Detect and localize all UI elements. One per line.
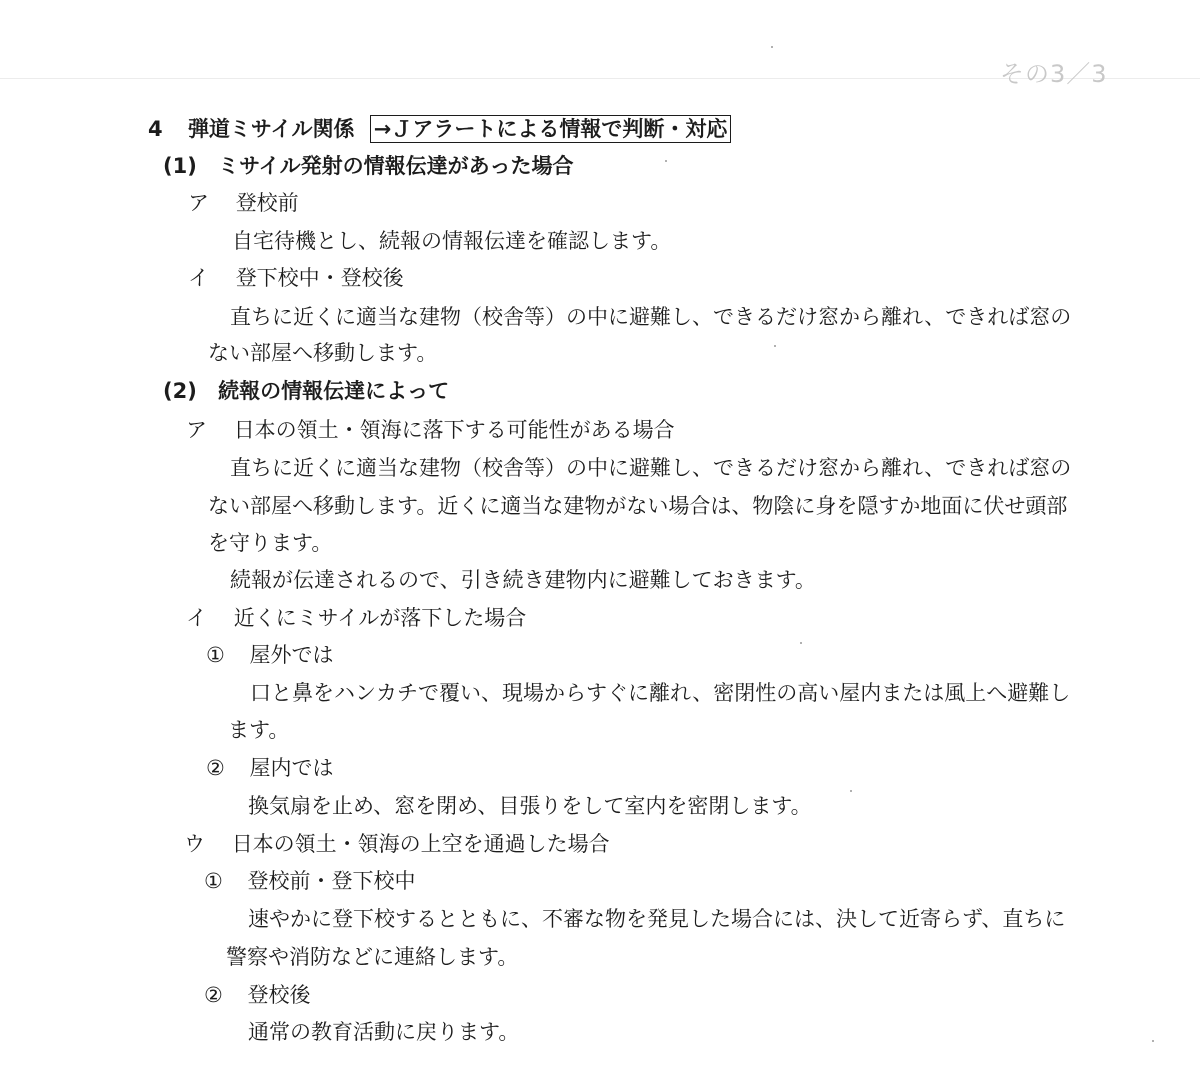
subsection-heading-1 xyxy=(163,151,573,181)
scan-speck xyxy=(1152,1040,1154,1042)
scan-speck xyxy=(665,160,667,162)
item-title: 登校前 xyxy=(235,191,299,215)
paragraph-line: ない部屋へ移動します。近くに適当な建物がない場合は、物陰に身を隠すか地面に伏せ頭部 xyxy=(208,494,1068,518)
item-heading xyxy=(188,263,404,293)
item-label: ア xyxy=(186,418,207,442)
paragraph-line: 続報が伝達されるので、引き続き建物内に避難しておきます。 xyxy=(230,568,816,592)
subitem-label: ② xyxy=(206,756,225,780)
subsection-heading-2 xyxy=(163,376,449,406)
paragraph-line: 口と鼻をハンカチで覆い、現場からすぐに離れ、密閉性の高い屋内または風上へ避難し xyxy=(250,681,1071,705)
subsection-title: ミサイル発射の情報伝達があった場合 xyxy=(218,154,574,178)
item-title: 登下校中・登校後 xyxy=(235,266,404,290)
subitem-label: ① xyxy=(204,869,223,893)
subitem-heading xyxy=(206,753,334,783)
subitem-title: 登校後 xyxy=(247,983,311,1007)
item-heading xyxy=(186,415,675,445)
subitem-title: 登校前・登下校中 xyxy=(247,869,416,893)
paragraph-line: 直ちに近くに適当な建物（校舎等）の中に避難し、できるだけ窓から離れ、できれば窓の xyxy=(230,305,1072,329)
subitem-label: ① xyxy=(206,643,225,667)
subitem-heading xyxy=(204,866,416,896)
item-title: 日本の領土・領海の上空を通過した場合 xyxy=(231,832,610,856)
paragraph-line: 自宅待機とし、続報の情報伝達を確認します。 xyxy=(232,229,672,253)
paragraph-line: 警察や消防などに連絡します。 xyxy=(226,945,519,969)
paragraph-line: ない部屋へ移動します。 xyxy=(208,341,438,365)
item-title: 近くにミサイルが落下した場合 xyxy=(233,606,527,630)
item-title: 日本の領土・領海に落下する可能性がある場合 xyxy=(233,418,675,442)
item-heading xyxy=(184,829,610,859)
section-heading xyxy=(148,114,731,144)
subitem-title: 屋外では xyxy=(249,643,334,667)
subitem-heading xyxy=(206,640,334,670)
item-label: イ xyxy=(188,266,209,290)
item-heading xyxy=(188,188,299,218)
scan-speck xyxy=(800,642,802,644)
paragraph-line: ます。 xyxy=(228,718,290,742)
item-label: イ xyxy=(186,606,207,630)
subsection-title: 続報の情報伝達によって xyxy=(218,379,450,403)
subitem-heading xyxy=(204,980,311,1010)
subsection-number: (2) xyxy=(163,379,197,403)
paragraph-line: 通常の教育活動に戻ります。 xyxy=(248,1020,520,1044)
item-label: ウ xyxy=(184,832,205,856)
paragraph-line: を守ります。 xyxy=(208,531,333,555)
scan-speck xyxy=(774,345,776,347)
subitem-title: 屋内では xyxy=(249,756,334,780)
jalert-boxed-note: →Ｊアラートによる情報で判断・対応 xyxy=(370,115,732,143)
scan-speck xyxy=(850,790,852,792)
section-title: 弾道ミサイル関係 xyxy=(187,117,355,141)
scan-speck xyxy=(771,46,773,48)
section-number: 4 xyxy=(148,117,163,141)
item-heading xyxy=(186,603,526,633)
subitem-label: ② xyxy=(204,983,223,1007)
paragraph-line: 直ちに近くに適当な建物（校舎等）の中に避難し、できるだけ窓から離れ、できれば窓の xyxy=(230,456,1072,480)
subsection-number: (1) xyxy=(163,154,197,178)
paragraph-line: 換気扇を止め、窓を閉め、目張りをして室内を密閉します。 xyxy=(248,794,812,818)
page-number: その3／3 xyxy=(1000,60,1108,88)
item-label: ア xyxy=(188,191,209,215)
paragraph-line: 速やかに登下校するとともに、不審な物を発見した場合には、決して近寄らず、直ちに xyxy=(248,907,1066,931)
